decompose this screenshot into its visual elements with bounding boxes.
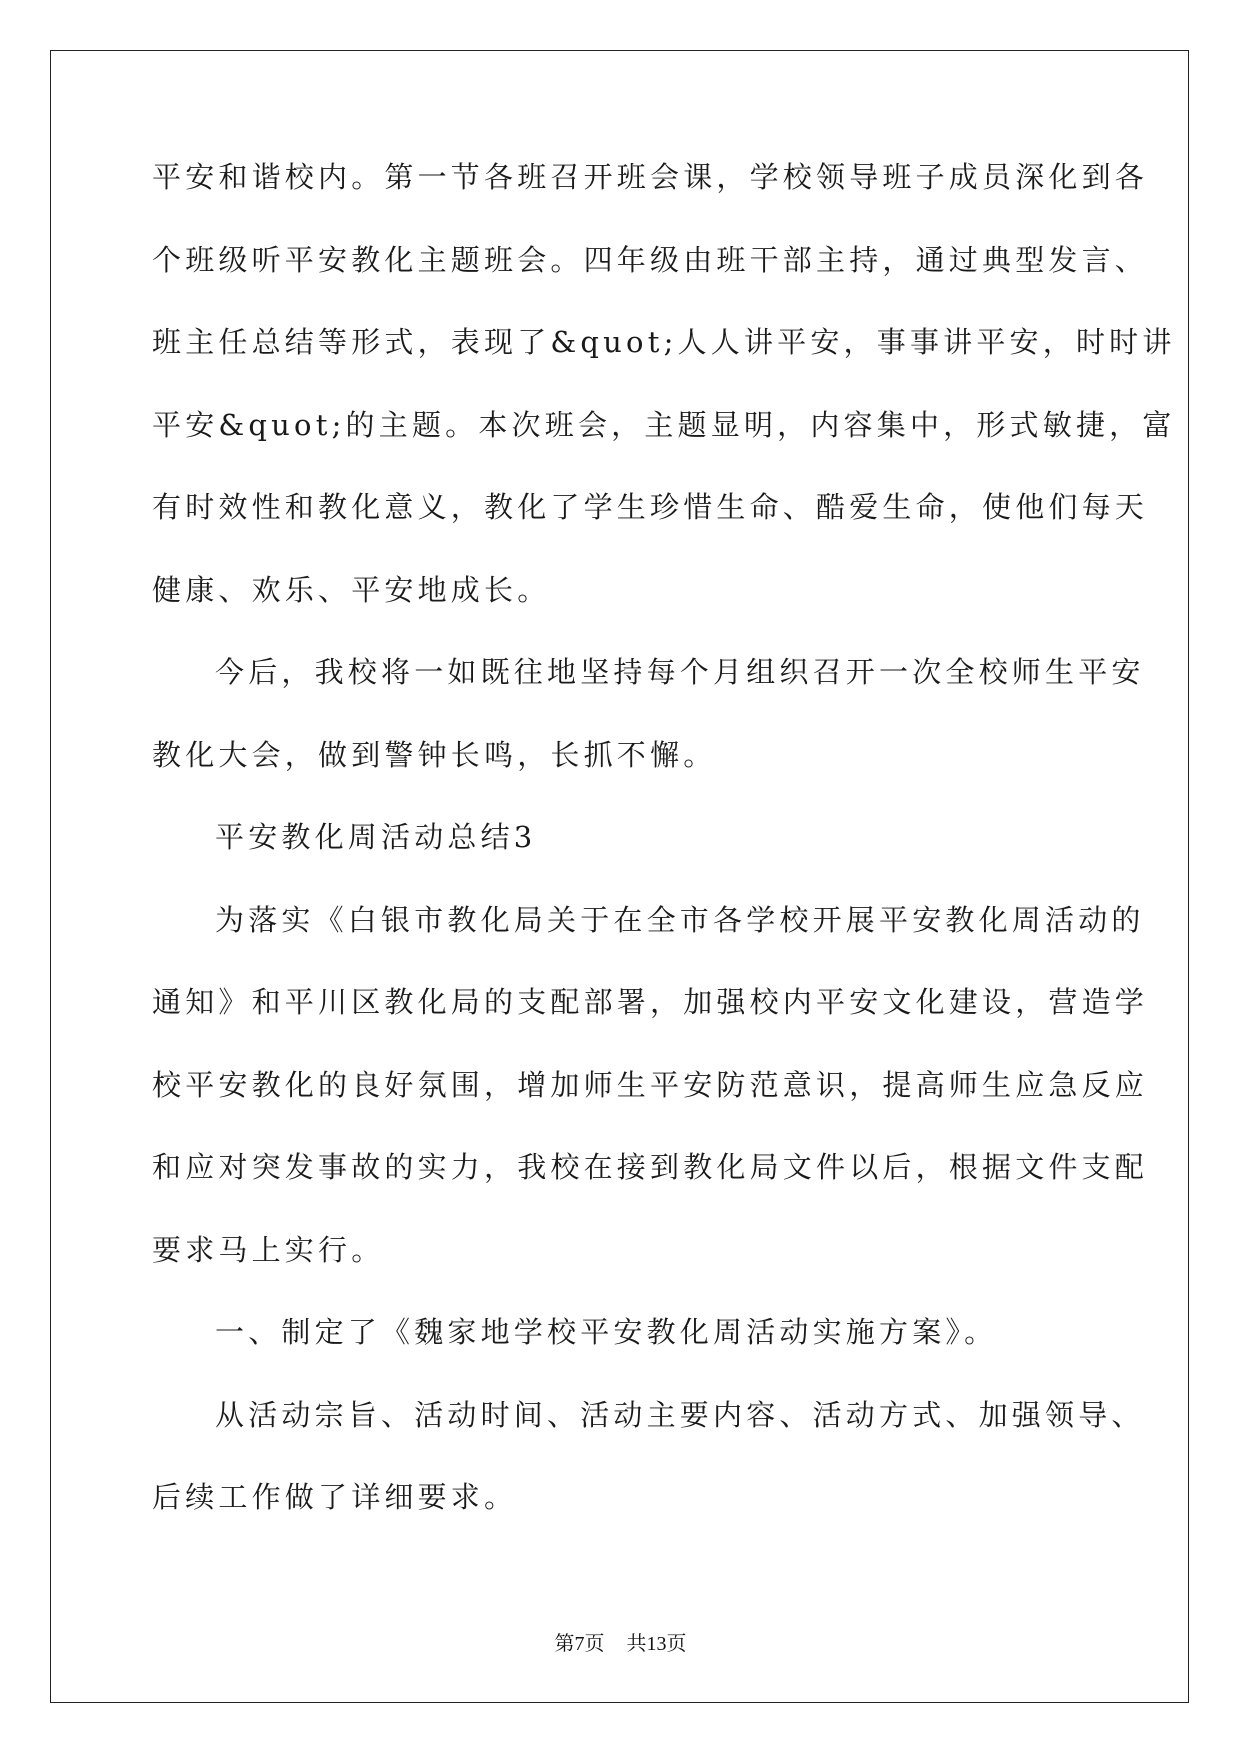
paragraph-start-line: 为落实《白银市教化局关于在全市各学校开展平安教化周活动的 bbox=[215, 902, 1145, 937]
page-number-current: 第7页 bbox=[554, 1633, 605, 1655]
text-line: 校平安教化的良好氛围，增加师生平安防范意识，提高师生应急反应 bbox=[152, 1067, 1149, 1102]
document-body bbox=[152, 160, 1176, 1565]
text-line: 通知》和平川区教化局的支配部署，加强校内平安文化建设，营造学 bbox=[152, 985, 1149, 1019]
text-line: 后续工作做了详细要求。 bbox=[152, 1480, 518, 1514]
text-line: 平安&quot;的主题。本次班会，主题显明，内容集中，形式敏捷，富 bbox=[152, 407, 1176, 442]
section-heading: 平安教化周活动总结3 bbox=[215, 820, 537, 854]
text-line: 有时效性和教化意义，教化了学生珍惜生命、酷爱生命，使他们每天 bbox=[152, 490, 1149, 524]
page-number-total: 共13页 bbox=[626, 1633, 687, 1655]
page-footer bbox=[0, 1627, 1241, 1656]
text-line: 教化大会，做到警钟长鸣，长抓不懈。 bbox=[152, 737, 717, 772]
text-line: 班主任总结等形式，表现了&quot;人人讲平安，事事讲平安，时时讲 bbox=[152, 325, 1176, 359]
paragraph-start-line: 今后，我校将一如既往地坚持每个月组织召开一次全校师生平安 bbox=[215, 655, 1145, 689]
text-line: 健康、欢乐、平安地成长。 bbox=[152, 572, 551, 607]
text-line: 平安和谐校内。第一节各班召开班会课，学校领导班子成员深化到各 bbox=[152, 160, 1149, 194]
text-line: 个班级听平安教化主题班会。四年级由班干部主持，通过典型发言、 bbox=[152, 242, 1149, 277]
text-line: 要求马上实行。 bbox=[152, 1232, 385, 1267]
paragraph-start-line: 从活动宗旨、活动时间、活动主要内容、活动方式、加强领导、 bbox=[215, 1397, 1145, 1432]
text-line: 和应对突发事故的实力，我校在接到教化局文件以后，根据文件支配 bbox=[152, 1150, 1149, 1184]
paragraph-start-line: 一、制定了《魏家地学校平安教化周活动实施方案》。 bbox=[215, 1315, 998, 1349]
